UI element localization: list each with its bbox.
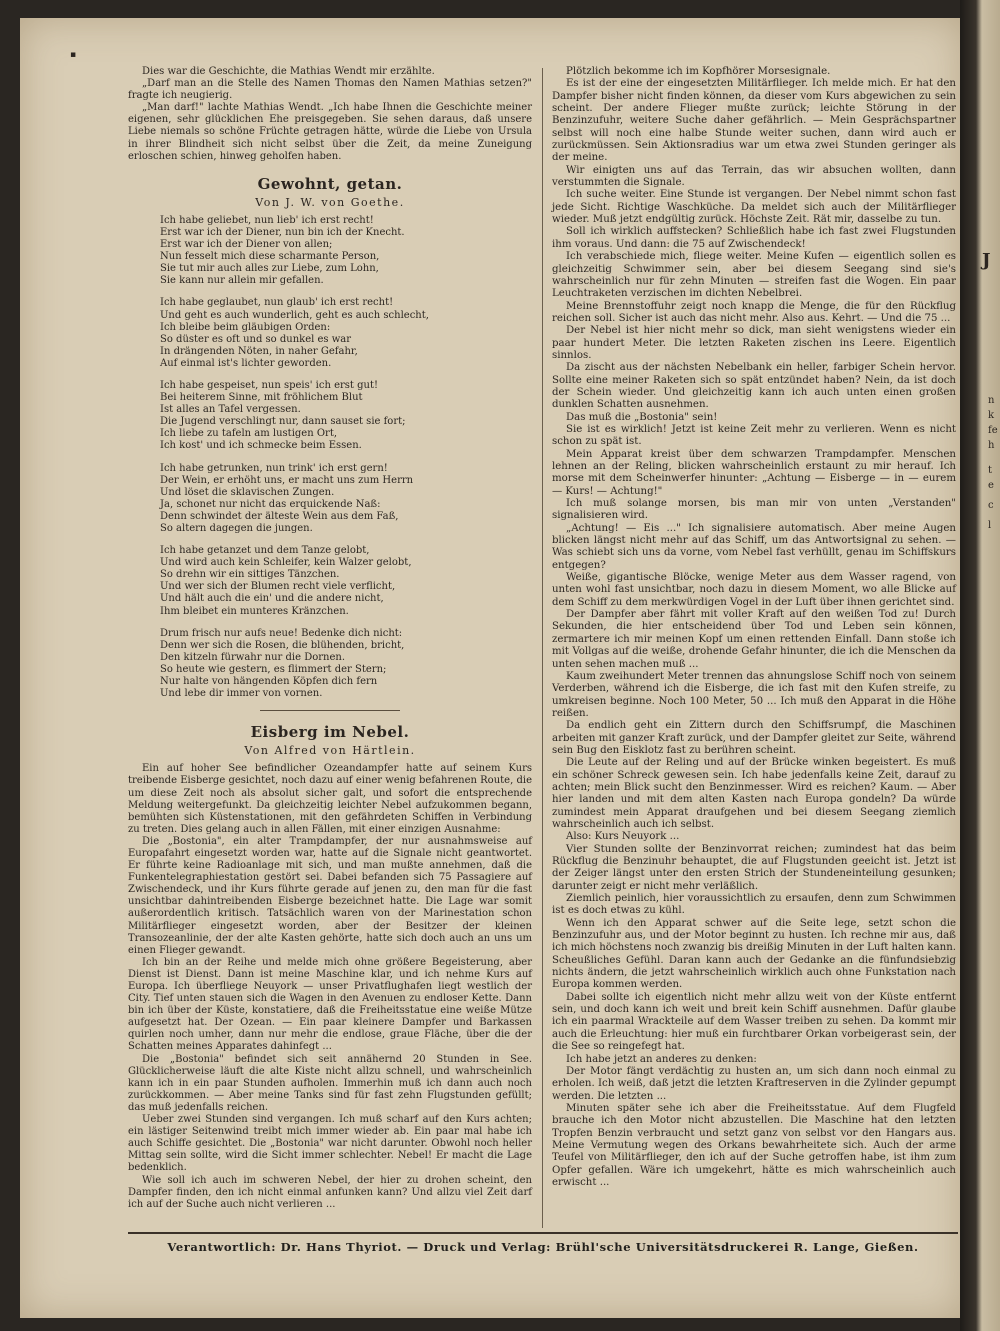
story-paragraph: Ich suche weiter. Eine Stunde ist vergangen. Der Nebel nimmt schon fast jede Sicht. Richtige Waschküche. Da meldet sich auch der Militärflieger wieder. Muß jetzt endgültig zurück. Höchste Zeit. Rät mir, dasselbe zu tun. [552, 189, 956, 226]
poem-body [160, 215, 532, 700]
poem-line: Ich liebe zu tafeln am lustigen Ort, [160, 428, 338, 440]
poem-title: Gewohnt, getan. [257, 174, 403, 193]
story-paragraph: Das muß die „Bostonia" sein! [566, 411, 718, 423]
story-paragraph: Kaum zweihundert Meter trennen das ahnungslose Schiff noch von seinem Verderben, während ich die Eisberge, die ich fast mit den Kufen streife, zu umkreisen beginne. Noch 100 Meter, 50 ... Ich muß den Apparat in die Höhe reißen. [552, 670, 956, 719]
corner-mark: ▪ [70, 50, 77, 60]
poem-line: Und löset die sklavischen Zungen. [160, 486, 335, 498]
story-paragraph: Soll ich wirklich auffstecken? Schließlich habe ich fast zwei Flugstunden ihm voraus. Und dann: die 75 auf Zwischendeck! [552, 226, 956, 250]
newspaper-page [20, 18, 962, 1318]
poem-line: Ich habe geglaubet, nun glaub' ich erst recht! [160, 297, 394, 309]
story-paragraph: Die „Bostonia", ein alter Trampdampfer, der nur ausnahmsweise auf Europafahrt eingesetzt worden war, hatte auf die Signale nicht geantwortet. Er führte keine Radioanlage mit sich, und man mußte annehmen, daß die Funkentelegraphiestation gestört sei. Dabei befanden sich 75 Passagiere auf Zwischendeck, und ihr Kurs führte gerade auf jenen zu, den man für die fast unsichtbar dahintreibenden Eisberge bezeichnet hatte. Die Lage war somit außerordentlich kritisch. Tatsächlich waren von der Marinestation schon Militärflieger eingesetzt worden, aber der Besitzer der kleinen Transozeanlinie, der der alte Kasten gehörte, hatte sich doch auch an uns um einen Flieger gewandt. [128, 835, 532, 956]
poem-line: Ich habe geliebet, nun lieb' ich erst recht! [160, 214, 374, 226]
poem-line: Die Jugend verschlingt nur, dann sauset sie fort; [160, 416, 406, 428]
poem-line: Nun fesselt mich diese scharmante Person, [160, 251, 380, 263]
edge-fragment-letter: l [988, 520, 992, 531]
poem-stanza [160, 380, 532, 453]
poem-line: Sie tut mir auch alles zur Liebe, zum Lohn, [160, 263, 379, 275]
edge-fragment-letter: e [988, 480, 994, 491]
poem-line: In drängenden Nöten, in naher Gefahr, [160, 345, 358, 357]
poem-stanza [160, 545, 532, 618]
story-paragraph: Wenn ich den Apparat schwer auf die Seite lege, setzt schon die Benzinzufuhr aus, und der Motor beginnt zu husten. Ich rechne mir aus, daß ich mich höchstens noch zwanzig bis dreißig Minuten in der Luft halten kann. Scheußliches Gefühl. Daran kann auch der Gedanke an die fünfundsiebzig nichts ändern, die jetzt wahrscheinlich wirklich auch ohne Funkstation nach Europa kommen werden. [552, 917, 956, 991]
poem-stanza [160, 215, 532, 288]
story-paragraph: „Achtung! — Eis ..." Ich signalisiere automatisch. Aber meine Augen blicken längst nicht mehr auf das Schiff, um das Antwortsignal zu sehen. — Was schiebt sich uns da vorne, vom Nebel fast verhüllt, genau im Schiffskurs entgegen? [552, 522, 956, 571]
story-paragraph: Der Nebel ist hier nicht mehr so dick, man sieht wenigstens wieder ein paar hundert Meter. Die letzten Raketen zischen ins Leere. Eigentlich sinnlos. [552, 325, 956, 361]
poem-line: Und hält auch die ein' und die andere nicht, [160, 593, 384, 605]
intro-paragraph: „Darf man an die Stelle des Namen Thomas den Namen Mathias setzen?" fragte ich neugierig. [128, 78, 532, 102]
poem-line: Denn wer sich die Rosen, die blühenden, bricht, [160, 639, 405, 651]
story-byline: Von Alfred von Härtlein. [244, 744, 416, 758]
story-paragraph: Ich verabschiede mich, fliege weiter. Meine Kufen — eigentlich sollen es gleichzeitig Schwimmer sein, aber bei diesem Seegang sind sie's wahrscheinlich nur für zehn Minuten — streifen fast die Wogen. Ein paar Leuchtraketen verzischen im dichten Nebelbrei. [552, 251, 956, 300]
poem-line: So altern dagegen die jungen. [160, 523, 313, 534]
story-paragraph: Wir einigten uns auf das Terrain, das wir absuchen wollten, dann verstummten die Signale. [552, 164, 956, 189]
story-paragraph: Ich habe jetzt an anderes zu denken: [566, 1053, 757, 1065]
poem-line: Ich habe getrunken, nun trink' ich erst gern! [160, 462, 388, 474]
adjacent-page-edge [960, 0, 1000, 1331]
poem-stanza [160, 463, 532, 536]
edge-fragment-letter: n [988, 395, 995, 406]
story-paragraph: Mein Apparat kreist über dem schwarzen Trampdampfer. Menschen lehnen an der Reling, blicken wahrscheinlich erstaunt zu mir herauf. Ich morse mit dem Scheinwerfer hinunter: „Achtung — Eisberge — in — eurem — Kurs! — Achtung!" [552, 448, 956, 497]
poem-line: Und wer sich der Blumen recht viele verflicht, [160, 581, 396, 593]
story-paragraph: Weiße, gigantische Blöcke, wenige Meter aus dem Wasser ragend, von unten wohl fast unsichtbar, noch dazu in diesem Moment, wo alle Blicke auf dem Schiff zu dem merkwürdigen Vogel in der Luft über ihnen gerichtet sind. [552, 572, 956, 608]
story-paragraph: Sie ist es wirklich! Jetzt ist keine Zeit mehr zu verlieren. Wenn es nicht schon zu spät ist. [552, 423, 956, 448]
edge-fragment-letter: t [988, 465, 993, 476]
poem-line: Nur halte von hängenden Köpfen dich fern [160, 676, 378, 688]
story-paragraph: Plötzlich bekomme ich im Kopfhörer Morsesignale. [566, 66, 831, 77]
story-paragraph: Ueber zwei Stunden sind vergangen. Ich muß scharf auf den Kurs achten; ein lästiger Seitenwind treibt mich immer wieder ab. Ein paar mal habe ich auch Schiffe gesichtet. Die „Bostonia" war nicht darunter. Obwohl noch heller Mittag sein sollte, wird die Sicht immer schlechter. Nebel! Er macht die Lage bedenklich. [128, 1114, 532, 1174]
story-paragraph: Also: Kurs Neuyork ... [566, 831, 680, 843]
story-paragraph: Die Leute auf der Reling und auf der Brücke winken begeistert. Es muß ein schöner Schreck gewesen sein. Ich habe jedenfalls keine Zeit, darauf zu achten; mein Blick sucht den Benzinmesser. Wird es reichen? Kaum. — Aber hier landen und mit dem alten Kasten nach Europa gondeln? Da würde zumindest mein Apparat draufgehen und bei diesem Seegang ziemlich wahrscheinlich auch ich selbst. [552, 757, 956, 830]
poem-line: Und geht es auch wunderlich, geht es auch schlecht, [160, 309, 429, 321]
story-paragraph: Ich muß solange morsen, bis man mir von unten „Verstanden" signalisieren wird. [552, 498, 956, 522]
poem-line: Bei heiterem Sinne, mit fröhlichem Blut [160, 392, 363, 404]
poem-line: Und lebe dir immer von vornen. [160, 688, 323, 700]
imprint-footer: Verantwortlich: Dr. Hans Thyriot. — Druck und Verlag: Brühl'sche Universitätsdruckerei R. Lange, Gießen. [167, 1240, 919, 1254]
poem-line: Ich kost' und ich schmecke beim Essen. [160, 440, 362, 452]
story-paragraph: Ich bin an der Reihe und melde mich ohne größere Begeisterung, aber Dienst ist Dienst. Dann ist meine Maschine klar, und ich nehme Kurs auf Europa. Ich überfliege Neuyork — unser Privatflughafen liegt westlich der City. Tief unten stauen sich die Wagen in den Avenuen zu endloser Kette. Dann bin ich über der Küste, konstatiere, daß die Freiheitsstatue eine weiße Mütze aufgesetzt hat. Der Ozean. — Ein paar kleinere Dampfer und Barkassen quirlen noch umher, dann nur mehr die endlose, graue Fläche, über die der Schatten meines Apparates dahinfegt ... [128, 956, 532, 1053]
story-title: Eisberg im Nebel. [250, 723, 410, 742]
poem-byline: Von J. W. von Goethe. [255, 195, 405, 209]
poem-line: Drum frisch nur aufs neue! Bedenke dich nicht: [160, 627, 403, 639]
poem-line: So drehn wir ein sittiges Tänzchen. [160, 569, 340, 581]
story-paragraph: Da endlich geht ein Zittern durch den Schiffsrumpf, die Maschinen arbeiten mit ganzer Kraft zurück, und der Dampfer gleitet zur Seite, während sein Bug den Eisklotz fast zu berühren scheint. [552, 720, 956, 756]
column-divider [542, 68, 543, 1228]
poem-stanza [160, 297, 532, 370]
edge-fragment-letter: k [988, 410, 995, 421]
poem-stanza [160, 628, 532, 701]
footer-rule [128, 1232, 958, 1234]
story-paragraph: Ziemlich peinlich, hier voraussichtlich zu ersaufen, denn zum Schwimmen ist es doch etwas zu kühl. [552, 893, 956, 917]
story-paragraph: Da zischt aus der nächsten Nebelbank ein heller, farbiger Schein hervor. Sollte eine meiner Raketen sich so spät entzündet haben? Nein, da ist doch der Schein wieder. Und gleichzeitig kann ich auch unten einen großen dunklen Schatten ausnehmen. [552, 362, 956, 411]
story-paragraph: Der Motor fängt verdächtig zu husten an, um sich dann noch einmal zu erholen. Ich weiß, daß jetzt die letzten Kraftreserven in die Zylinder gepumpt werden. Die letzten ... [552, 1065, 956, 1102]
poem-line: Ich bleibe beim gläubigen Orden: [160, 321, 331, 333]
poem-line: Ich habe getanzet und dem Tanze gelobt, [160, 545, 370, 557]
story-paragraph: Minuten später sehe ich aber die Freiheitsstatue. Auf dem Flugfeld brauche ich den Motor nicht abzustellen. Die Maschine hat den letzten Tropfen Benzin verbraucht und setzt ganz von selbst vor den Hangars aus. Meine Vermutung wegen des Orkans bewahrheitete sich. Auch der arme Teufel von Militärflieger, den ich auf der Suche getroffen habe, ist ihm zum Opfer gefallen. Wäre ich umgekehrt, hätte es mich wahrscheinlich auch erwischt ... [552, 1102, 956, 1188]
poem-line: Der Wein, er erhöht uns, er macht uns zum Herrn [160, 474, 414, 486]
poem-line: Erst war ich der Diener, nun bin ich der Knecht. [160, 226, 405, 238]
story-paragraph: Die „Bostonia" befindet sich seit annähernd 20 Stunden in See. Glücklicherweise läuft die alte Kiste nicht allzu schnell, und wahrscheinlich kann ich in ein paar Stunden aufholen. Immerhin muß ich dann auch noch zurückkommen. — Aber meine Tanks sind für fast zehn Flugstunden gefüllt; das muß jedenfalls reichen. [128, 1053, 532, 1113]
story-paragraph: Vier Stunden sollte der Benzinvorrat reichen; zumindest hat das beim Rückflug die Benzinuhr behauptet, die auf Flugstunden geeicht ist. Jetzt ist der Zeiger längst unter den ersten Strich der Stundeneinteilung gesunken; darunter zeigt er nicht mehr verläßlich. [552, 843, 956, 892]
poem-line: Ja, schonet nur nicht das erquickende Naß: [160, 498, 381, 510]
story-paragraph: Ein auf hoher See befindlicher Ozeandampfer hatte auf seinem Kurs treibende Eisberge gesichtet, noch dazu auf einer wenig befahrenen Route, die um diese Zeit noch als absolut sicher galt, und sofort die entsprechende Meldung weitergefunkt. Da gleichzeitig leichter Nebel aufzukommen begann, bemühten sich Küstenstationen, mit den gefährdeten Schiffen in Verbindung zu treten. Dies gelang auch in allen Fällen, mit einer einzigen Ausnahme: [128, 763, 532, 835]
poem-line: Erst war ich der Diener von allen; [160, 239, 333, 251]
right-column [552, 66, 956, 1189]
section-divider [260, 710, 400, 711]
poem-line: Ist alles an Tafel vergessen. [160, 404, 301, 416]
poem-line: Denn schwindet der älteste Wein aus dem Faß, [160, 510, 399, 522]
story-paragraph: Dabei sollte ich eigentlich nicht mehr allzu weit von der Küste entfernt sein, und doch kann ich weit und breit kein Schiff ausnehmen. Dafür glaube ich ein paarmal Wrackteile auf dem Wasser treiben zu sehen. Da kommt mir auch die Erleuchtung: hier muß ein furchtbarer Orkan vorbeigerast sein, der die See so reingefegt hat. [552, 991, 956, 1053]
poem-line: So heute wie gestern, es flimmert der Stern; [160, 663, 387, 675]
poem-line: Und wird auch kein Schleifer, kein Walzer gelobt, [160, 557, 412, 569]
edge-fragment-letter: h [988, 440, 995, 451]
intro-paragraph: Dies war die Geschichte, die Mathias Wendt mir erzählte. [142, 66, 435, 77]
edge-fragment-letter: J [982, 250, 991, 271]
edge-fragment-letter: c [988, 500, 994, 511]
story-paragraph: Es ist der eine der eingesetzten Militärflieger. Ich melde mich. Er hat den Dampfer bisher nicht finden können, da dieser vom Kurs abgewichen zu sein scheint. Der andere Flieger mußte zurück; leichte Störung in der Benzinzufuhr, weitere Suche daher gefährlich. — Mein Gesprächspartner selbst will noch eine halbe Stunde weiter suchen, dann wird auch er zurückmüssen. Sein Aktionsradius war um etwa zwei Stunden geringer als der meine. [552, 78, 956, 164]
poem-line: Ich habe gespeiset, nun speis' ich erst gut! [160, 379, 378, 391]
poem-line: So düster es oft und so dunkel es war [160, 333, 352, 345]
poem-line: Sie kann nur allein mir gefallen. [160, 275, 324, 287]
poem-line: Den kitzeln fürwahr nur die Dornen. [160, 651, 346, 663]
edge-fragment-letter: fe [988, 425, 998, 436]
story-paragraph: Der Dampfer aber fährt mit voller Kraft auf den weißen Tod zu! Durch Sekunden, die hier entscheidend über Tod und Leben sein können, zermartere ich mir meinen Kopf um einen rettenden Einfall. Dann stoße ich mit Vollgas auf die weiße, drohende Gefahr hinunter, die ich die Menschen da unten sehen machen muß ... [552, 609, 956, 670]
poem-line: Auf einmal ist's lichter geworden. [160, 357, 332, 369]
story-paragraph: Wie soll ich auch im schweren Nebel, der hier zu drohen scheint, den Dampfer finden, den ich nicht einmal anfunken kann? Und allzu viel Zeit darf ich auf der Suche auch nicht verlieren ... [128, 1174, 532, 1210]
poem-line: Ihm bleibet ein munteres Kränzchen. [160, 605, 349, 617]
intro-paragraph: „Man darf!" lachte Mathias Wendt. „Ich habe Ihnen die Geschichte meiner eigenen, sehr glücklichen Ehe preisgegeben. Sie sehen daraus, daß unsere Liebe niemals so schöne Früchte getragen hätte, würde die Liebe von Ursula in ihrer Blindheit sich nicht selbst über die Zeit, da meine Zuneigung erloschen schien, hinweg geholfen haben. [128, 102, 532, 162]
story-paragraph: Meine Brennstoffuhr zeigt noch knapp die Menge, die für den Rückflug reichen soll. Sicher ist auch das nicht mehr. Also aus. Kehrt. — Und die 75 ... [552, 300, 956, 324]
left-column [128, 66, 532, 1211]
